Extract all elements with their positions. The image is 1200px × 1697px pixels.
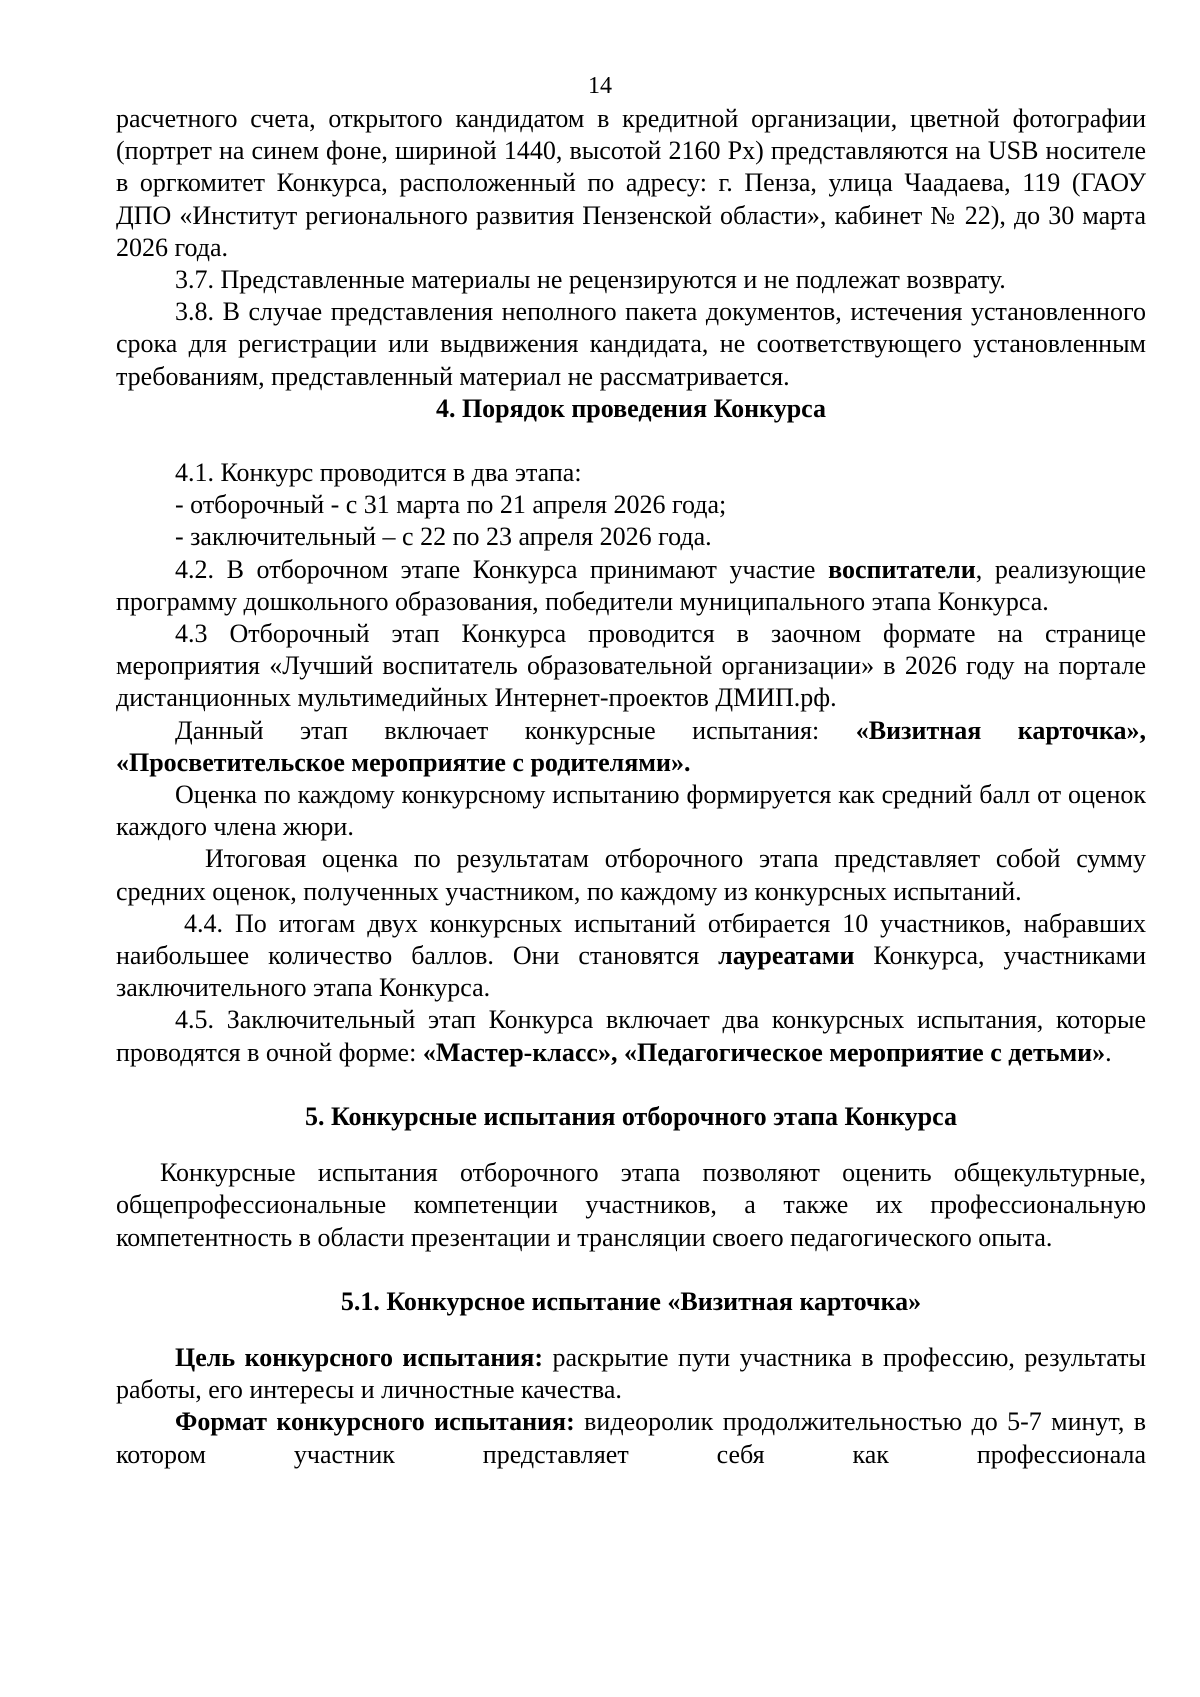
paragraph-4-3: 4.3 Отборочный этап Конкурса проводится в заочном формате на странице мероприятия «Лучший воспитатель образовательной организации» в 2026 году на портале дистанционных мультимедийных Интернет-проектов ДМИП.рф. [116, 619, 1146, 713]
page-number: 14 [588, 73, 612, 99]
paragraph-4-2: 4.2. В отборочном этапе Конкурса принимают участие воспитатели, реализующие программу дошкольного образования, победители муниципального этапа Конкурса. [116, 554, 1146, 616]
page-content [116, 103, 1146, 1471]
paragraph-3-8: 3.8. В случае представления неполного пакета документов, истечения установленного срока для регистрации или выдвижения кандидата, не соответствующего установленным требованиям, представленный материал не рассматривается. [116, 297, 1146, 391]
paragraph-scoring: Оценка по каждому конкурсному испытанию формируется как средний балл от оценок каждого члена жюри. [116, 780, 1146, 842]
paragraph-format: Формат конкурсного испытания: видеоролик продолжительностью до 5-7 минут, в котором участник представляет себя как профессионала [116, 1407, 1146, 1469]
section-4-heading: 4. Порядок проведения Конкурса [435, 393, 827, 423]
paragraph-4-1-stage-1: - отборочный - с 31 марта по 21 апреля 2026 года; [175, 490, 727, 520]
section-5-1-heading: 5.1. Конкурсное испытание «Визитная карточка» [340, 1286, 922, 1316]
paragraph-4-1-stage-2: - заключительный – с 22 по 23 апреля 2026 года. [175, 522, 712, 552]
emphasis-laureates: лауреатами [718, 941, 855, 971]
emphasis-final-tests: «Мастер-класс», «Педагогическое мероприятие с детьми» [422, 1037, 1106, 1067]
section-5-heading: 5. Конкурсные испытания отборочного этапа Конкурса [305, 1101, 957, 1131]
paragraph-3-7: 3.7. Представленные материалы не рецензируются и не подлежат возврату. [175, 265, 1006, 295]
paragraph-goal: Цель конкурсного испытания: раскрытие пути участника в профессию, результаты работы, его интересы и личностные качества. [116, 1342, 1147, 1405]
paragraph-total-score: Итоговая оценка по результатам отборочного этапа представляет собой сумму средних оценок, полученных участником, по каждому из конкурсных испытаний. [116, 844, 1146, 906]
emphasis-stage-tests: «Визитная карточка», «Просветительское мероприятие с родителями». [116, 715, 1147, 777]
goal-label: Цель конкурсного испытания: [175, 1342, 544, 1372]
format-label: Формат конкурсного испытания: [175, 1407, 575, 1437]
paragraph-4-5: 4.5. Заключительный этап Конкурса включает два конкурсных испытания, которые проводятся в очной форме: «Мастер-класс», «Педагогическое мероприятие с детьми». [116, 1005, 1146, 1067]
paragraph-submission: расчетного счета, открытого кандидатом в кредитной организации, цветной фотографии (портрет на синем фоне, шириной 1440, высотой 2160 Px) представляются на USB носителе в оргкомитет Конкурса, расположенный по адресу: г. Пенза, улица Чаадаева, 119 (ГАОУ ДПО «Институт регионального развития Пензенской области», кабинет № 22), до 30 марта 2026 года. [116, 104, 1146, 262]
emphasis-educators: воспитатели [828, 554, 976, 584]
paragraph-stage-tests: Данный этап включает конкурсные испытания: «Визитная карточка», «Просветительское мероприятие с родителями». [116, 715, 1147, 777]
paragraph-4-4: 4.4. По итогам двух конкурсных испытаний отбирается 10 участников, набравших наибольшее количество баллов. Они становятся лауреатами Конкурса, участниками заключительного этапа Конкурса. [116, 908, 1146, 1003]
paragraph-5-intro: Конкурсные испытания отборочного этапа позволяют оценить общекультурные, общепрофессиональные компетенции участников, а также их профессиональную компетентность в области презентации и трансляции своего педагогического опыта. [116, 1158, 1146, 1252]
paragraph-4-1: 4.1. Конкурс проводится в два этапа: [175, 458, 582, 488]
